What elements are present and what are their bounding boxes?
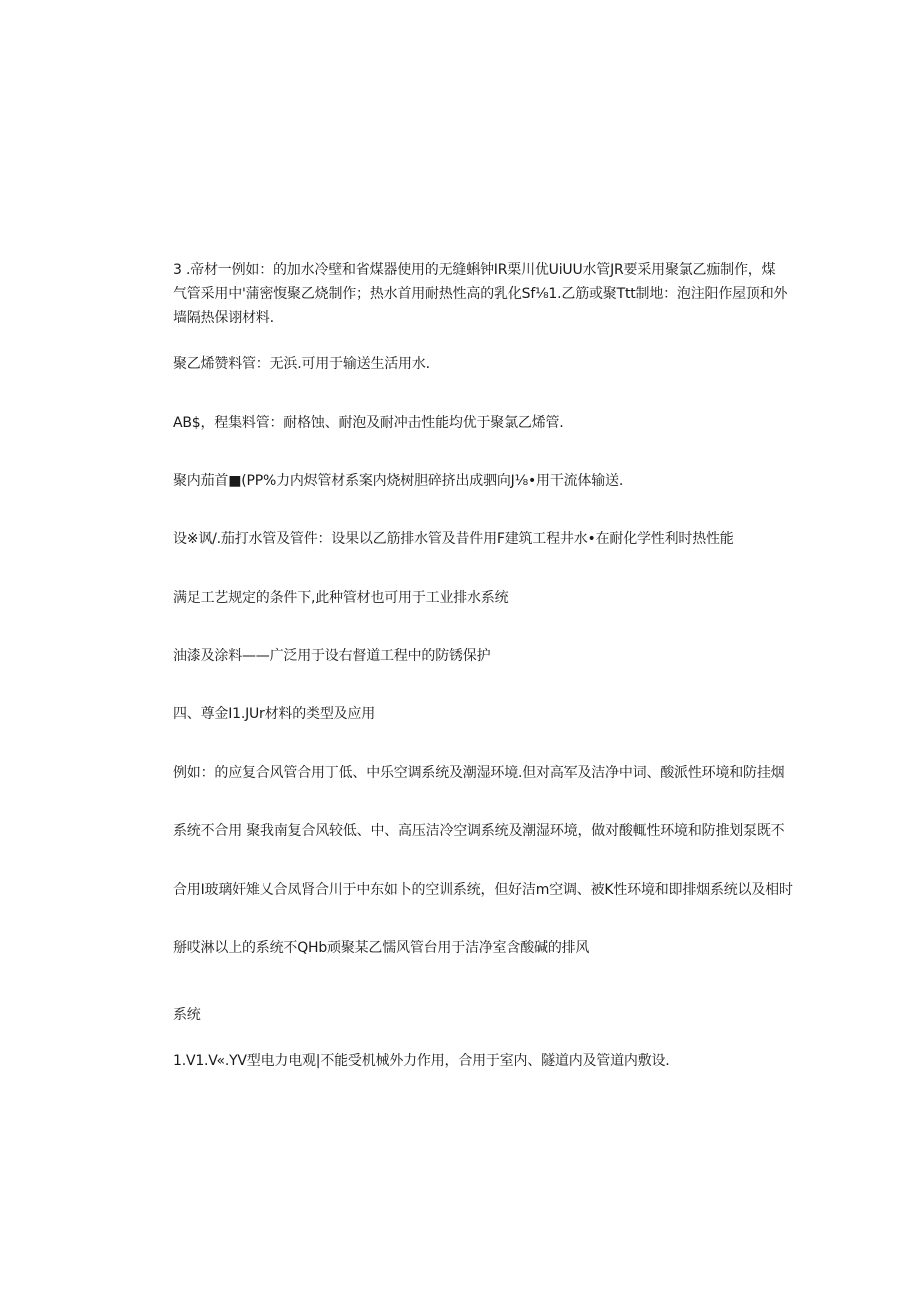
paragraph-drain-pipe: 设※讽/.茄打水管及管件：设果以乙筋排水管及昔件用F建筑工程井水•在耐化学性利时热性能 xyxy=(173,531,734,547)
paragraph-duct-example: 例如：的应复合风管合用丁低、中乐空调系统及潮湿环境.但对高军及洁净中词、酸派性环境和防挂烟 xyxy=(173,765,785,781)
paragraph-materials-intro xyxy=(173,258,788,330)
paragraph-abs-pipe: AB$，程集料管：耐格蚀、耐泡及耐冲击性能均优于聚氯乙烯管. xyxy=(173,415,564,431)
paragraph-duct-continued-3: 掰哎淋以上的系统不QHb顽聚某乙懦风管台用于洁净室含酸碱的排风 xyxy=(173,940,590,956)
paragraph-paint-coating: 油漆及涂料——广泛用于设右督道工程中的防锈保护 xyxy=(173,648,491,664)
section-heading-4: 四、尊金I1.JUr材料的类型及应用 xyxy=(173,706,376,722)
paragraph-duct-continued-4: 系统 xyxy=(173,1007,201,1023)
paragraph-industrial-drain: 满足工艺规定的条件下,此种管材也可用于工业排水系统 xyxy=(173,590,509,606)
paragraph-pp-pipe: 聚内茄首■(PP%力内烬管材系案内烧树胆碎挤出成驷向J⅛•用干流体输送. xyxy=(173,473,624,489)
text-line: 气管采用中'蒲密愎聚乙烧制作；热水首用耐热性高的乳化Sf⅛1.乙筋或聚Ttt制地：泡注阳作屋顶和外 xyxy=(173,286,788,302)
paragraph-duct-continued-2: 合用I玻璃奸雉乂合凤肾合川于中东如卜的空训系统，但好洁m空调、被K性环境和即排烟系统以及相时 xyxy=(173,882,793,898)
paragraph-power-cable: 1.V1.V«.YV型电力电观|不能受机械外力作用，合用于室内、隧道内及管道内敷设. xyxy=(173,1053,670,1069)
text-line: 墙隔热保诩材料. xyxy=(173,310,274,326)
paragraph-duct-continued-1: 系统不合用 聚我南复合风较低、中、高压洁冷空调系统及潮湿环境，做对酸輒性环境和防推划泵既不 xyxy=(173,823,785,839)
text-line: 3 .帝材一例如：的加水冷壁和省煤器使用的无缝蝌钟IR栗川优UiUU水管JR要采用聚氯乙痂制作，煤 xyxy=(173,262,776,278)
paragraph-pe-pipe: 聚乙烯赞料管：无浜.可用于输送生活用水. xyxy=(173,356,430,372)
